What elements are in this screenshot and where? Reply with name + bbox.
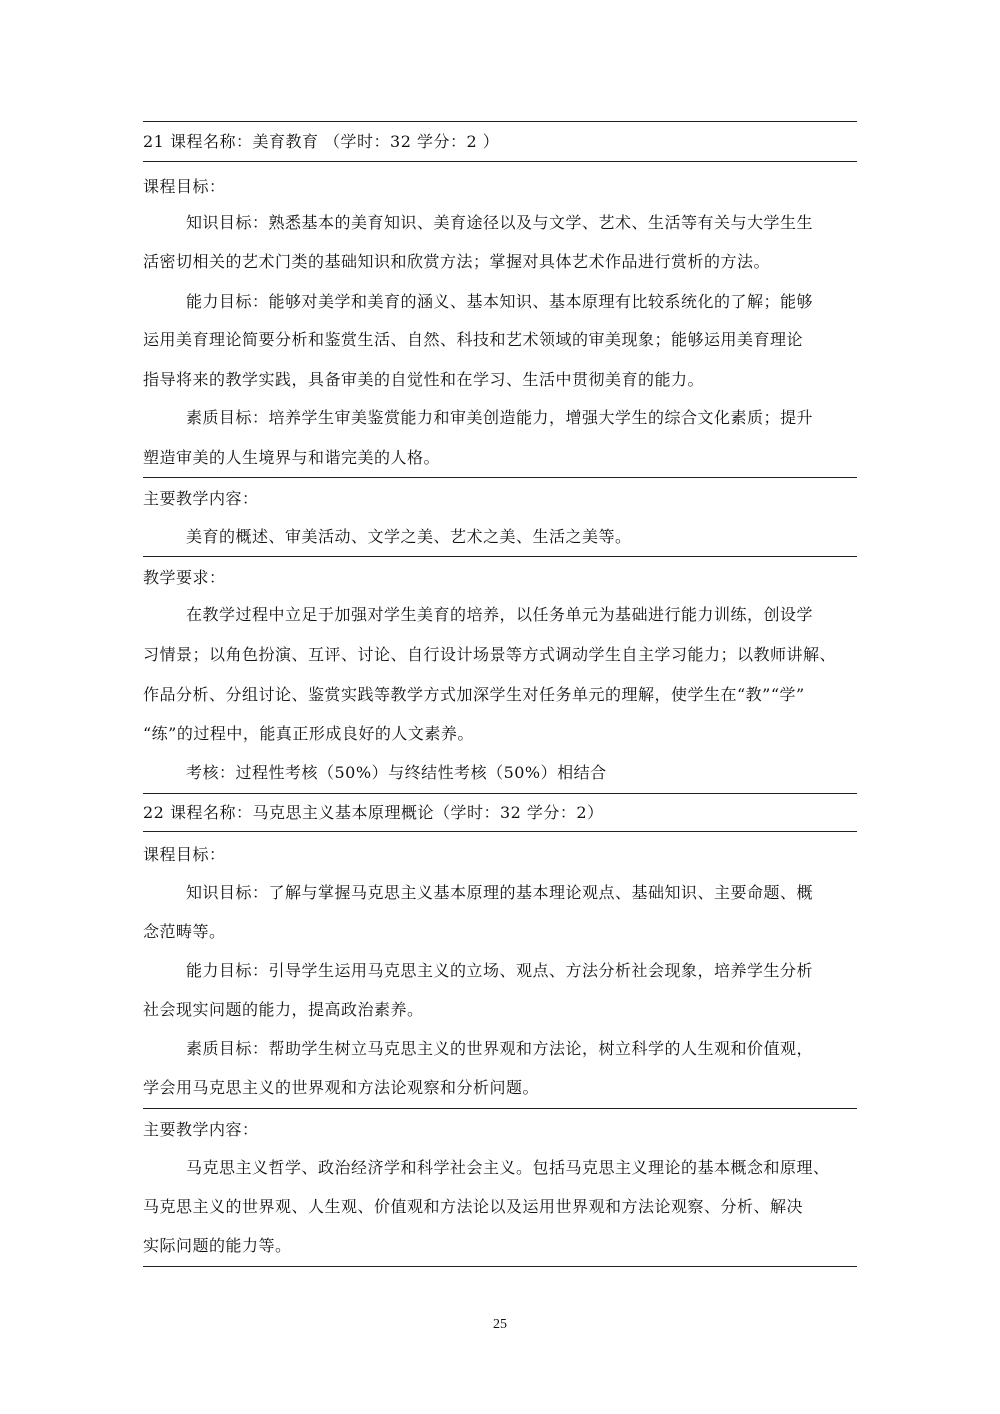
rule (143, 1108, 857, 1109)
course21-requirement-line: “练”的过程中，能真正形成良好的人文素养。 (143, 724, 474, 743)
course22-goals-label: 课程目标： (143, 845, 226, 864)
course22-header: 22 课程名称：马克思主义基本原理概论（学时：32 学分：2） (143, 803, 604, 822)
course21-content-line: 美育的概述、审美活动、文学之美、艺术之美、生活之美等。 (186, 527, 632, 546)
course21-assessment: 考核：过程性考核（50%）与终结性考核（50%）相结合 (186, 763, 607, 782)
course22-quality-line: 素质目标：帮助学生树立马克思主义的世界观和方法论，树立科学的人生观和价值观， (186, 1039, 814, 1058)
course21-ability-line: 指导将来的教学实践，具备审美的自觉性和在学习、生活中贯彻美育的能力。 (143, 370, 705, 389)
course21-ability-line: 能力目标：能够对美学和美育的涵义、基本知识、基本原理有比较系统化的了解；能够 (186, 292, 814, 311)
course21-requirement-line: 习情景；以角色扮演、互评、讨论、自行设计场景等方式调动学生自主学习能力；以教师讲解、 (143, 645, 837, 664)
rule (143, 793, 857, 794)
page-number: 25 (493, 1317, 507, 1332)
course21-quality-line: 塑造审美的人生境界与和谐完美的人格。 (143, 448, 441, 467)
rule (143, 831, 857, 832)
course22-ability-line: 社会现实问题的能力，提高政治素养。 (143, 1000, 424, 1019)
rule-bottom (143, 1266, 857, 1267)
course22-knowledge-line: 知识目标：了解与掌握马克思主义基本原理的基本理论观点、基础知识、主要命题、概 (186, 883, 814, 902)
course22-knowledge-line: 念范畴等。 (143, 922, 226, 941)
course21-quality-line: 素质目标：培养学生审美鉴赏能力和审美创造能力，增强大学生的综合文化素质；提升 (186, 408, 814, 427)
course21-knowledge-line: 活密切相关的艺术门类的基础知识和欣赏方法；掌握对具体艺术作品进行赏析的方法。 (143, 252, 771, 271)
course21-knowledge-line: 知识目标：熟悉基本的美育知识、美育途径以及与文学、艺术、生活等有关与大学生生 (186, 213, 814, 232)
course21-ability-line: 运用美育理论简要分析和鉴赏生活、自然、科技和艺术领域的审美现象；能够运用美育理论 (143, 330, 804, 349)
course22-content-label: 主要教学内容： (143, 1120, 259, 1139)
course21-requirement-line: 作品分析、分组讨论、鉴赏实践等教学方式加深学生对任务单元的理解，使学生在“教”“学” (143, 685, 805, 704)
course21-requirement-line: 在教学过程中立足于加强对学生美育的培养，以任务单元为基础进行能力训练，创设学 (186, 605, 814, 624)
course22-ability-line: 能力目标：引导学生运用马克思主义的立场、观点、方法分析社会现象，培养学生分析 (186, 961, 814, 980)
course22-content-line: 马克思主义哲学、政治经济学和科学社会主义。包括马克思主义理论的基本概念和原理、 (186, 1158, 830, 1177)
course22-content-line: 实际问题的能力等。 (143, 1236, 292, 1255)
rule (143, 556, 857, 557)
course21-header: 21 课程名称：美育教育 （学时：32 学分：2 ） (143, 132, 500, 151)
course21-content-label: 主要教学内容： (143, 489, 259, 508)
course21-req-label: 教学要求： (143, 568, 226, 587)
rule-top (143, 121, 857, 122)
course22-content-line: 马克思主义的世界观、人生观、价值观和方法论以及运用世界观和方法论观察、分析、解决 (143, 1197, 804, 1216)
course22-quality-line: 学会用马克思主义的世界观和方法论观察和分析问题。 (143, 1078, 540, 1097)
course21-goals-label: 课程目标： (143, 177, 226, 196)
rule (143, 477, 857, 478)
rule (143, 161, 857, 162)
